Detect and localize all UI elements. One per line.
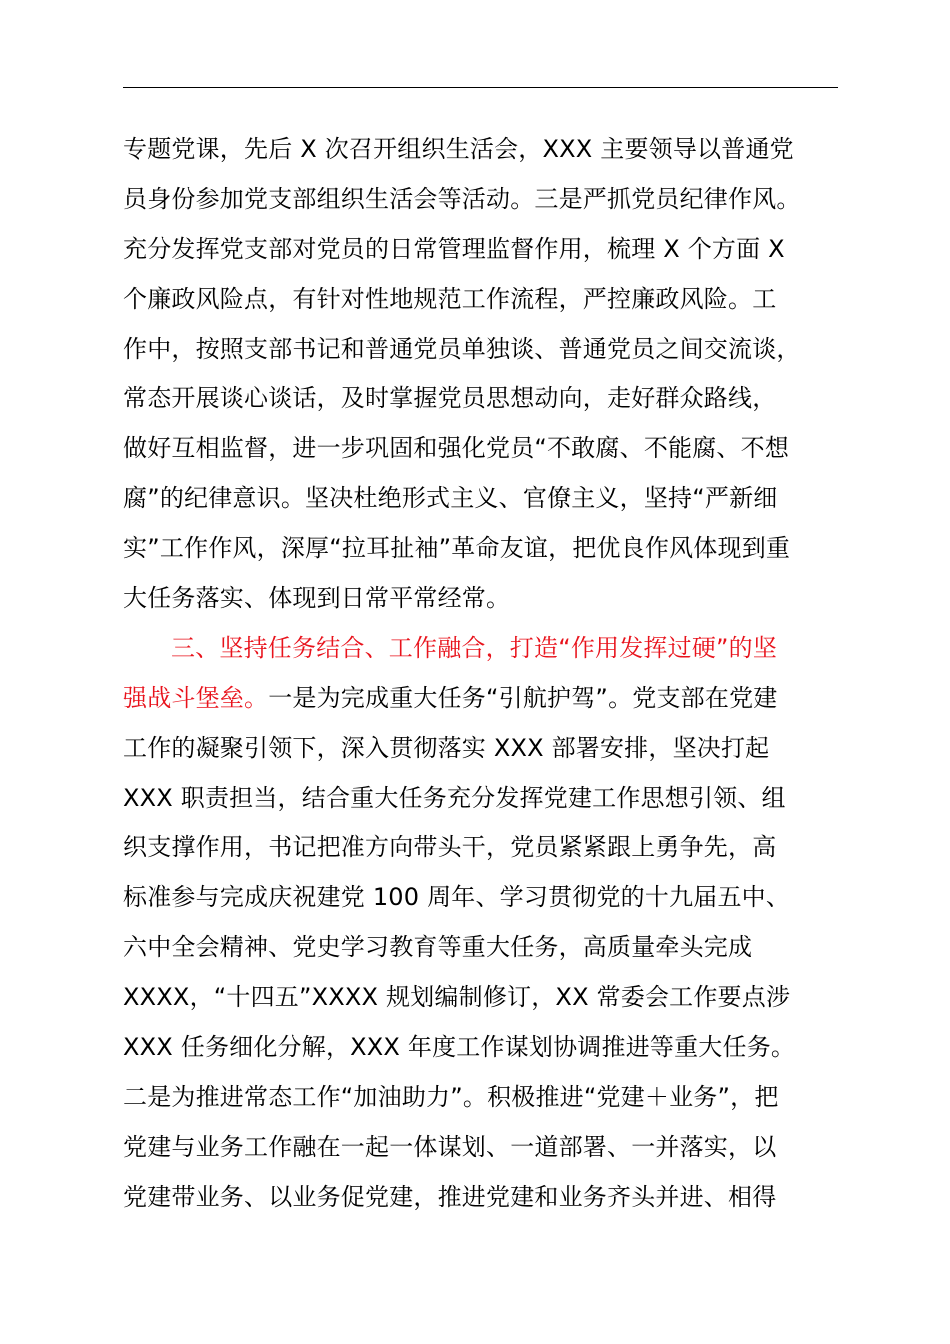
text-line: 专题党课，先后 X 次召开组织生活会，XXX 主要领导以普通党: [123, 135, 794, 163]
text-line: 作中，按照支部书记和普通党员单独谈、普通党员之间交流谈，: [123, 334, 801, 363]
section-heading-line: 三、坚持任务结合、工作融合，打造“作用发挥过硬”的坚: [171, 633, 778, 662]
text-line: 腐”的纪律意识。坚决杜绝形式主义、官僚主义，坚持“严新细: [123, 484, 778, 513]
section-heading-tail: 强战斗堡垒。: [123, 683, 269, 712]
text-line: 织支撑作用，书记把准方向带头干，党员紧紧跟上勇争先，高: [123, 833, 777, 862]
text-line: 员身份参加党支部组织生活会等活动。三是严抓党员纪律作风。: [123, 184, 801, 213]
text-line: 充分发挥党支部对党员的日常管理监督作用，梳理 X 个方面 X: [123, 234, 785, 263]
text-line: 大任务落实、体现到日常平常经常。: [123, 584, 511, 613]
text-line: 实”工作作风，深厚“拉耳扯袖”革命友谊，把优良作风体现到重: [123, 534, 791, 563]
header-rule: [123, 87, 838, 88]
paragraph-start: 一是为完成重大任务“引航护驾”。党支部在党建: [268, 683, 778, 712]
text-line: 二是为推进常态工作“加油助力”。积极推进“党建＋业务”，把: [123, 1082, 779, 1111]
text-line: 个廉政风险点，有针对性地规范工作流程，严控廉政风险。工: [123, 284, 777, 313]
text-line: 六中全会精神、党史学习教育等重大任务，高质量牵头完成: [123, 933, 753, 962]
text-line: XXX 职责担当，结合重大任务充分发挥党建工作思想引领、组: [123, 783, 786, 812]
text-line: XXX 任务细化分解，XXX 年度工作谋划协调推进等重大任务。: [123, 1033, 796, 1062]
document-body: [123, 125, 863, 1223]
text-line: 标准参与完成庆祝建党 100 周年、学习贯彻党的十九届五中、: [123, 883, 791, 912]
text-line: 党建带业务、以业务促党建，推进党建和业务齐头并进、相得: [123, 1182, 777, 1211]
text-line: 工作的凝聚引领下，深入贯彻落实 XXX 部署安排，坚决打起: [123, 733, 770, 762]
text-line: 做好互相监督，进一步巩固和强化党员“不敢腐、不能腐、不想: [123, 434, 790, 463]
text-line: 常态开展谈心谈话，及时掌握党员思想动向，走好群众路线，: [123, 384, 777, 413]
text-line: XXXX，“十四五”XXXX 规划编制修订，XX 常委会工作要点涉: [123, 983, 791, 1012]
text-line: 党建与业务工作融在一起一体谋划、一道部署、一并落实，以: [123, 1132, 777, 1161]
section-heading-continuation: [123, 674, 863, 724]
